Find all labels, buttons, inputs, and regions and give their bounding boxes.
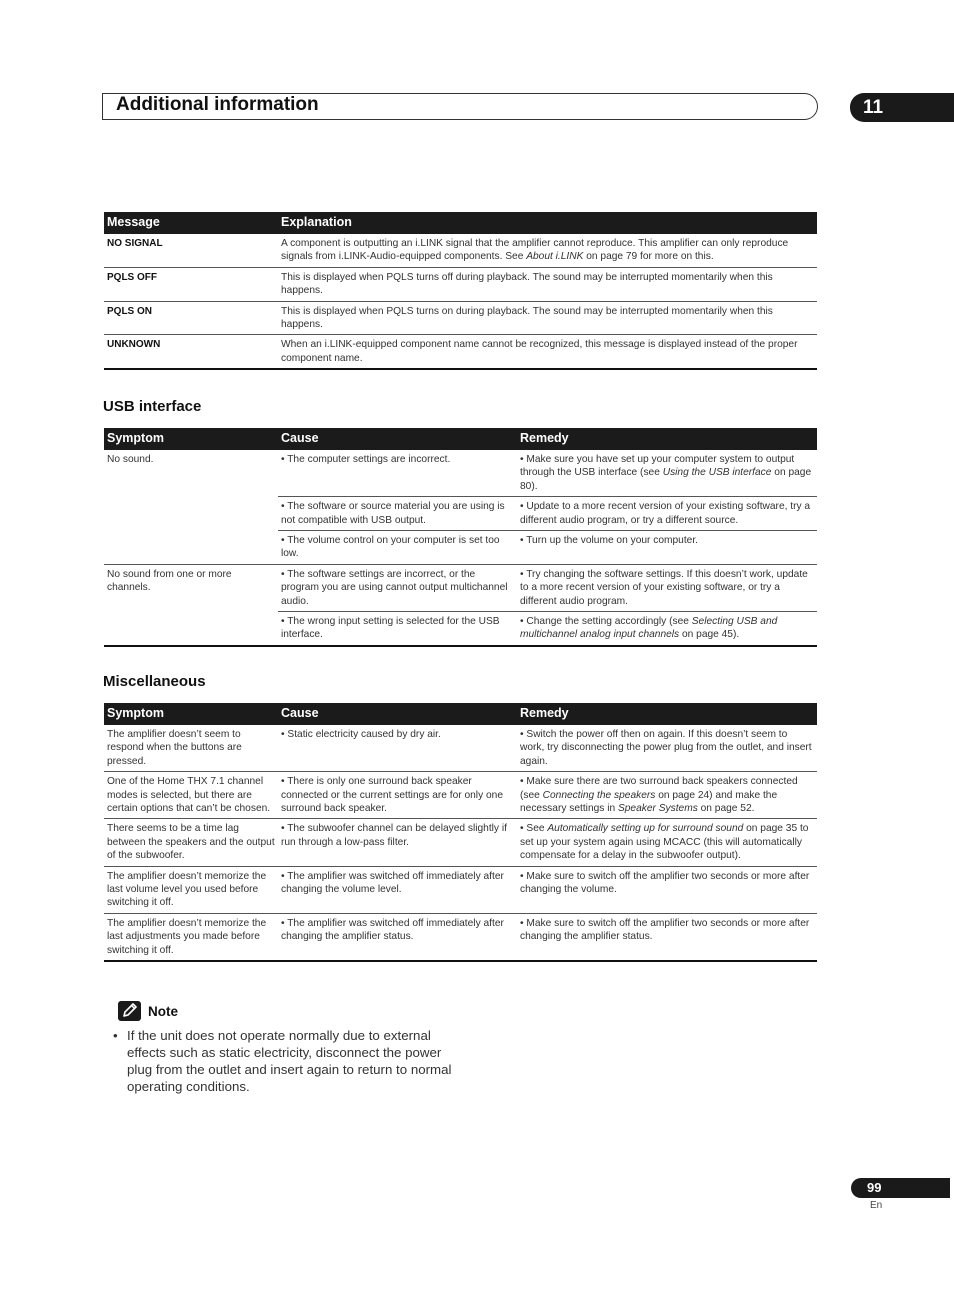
cross-reference: Selecting USB and multichannel analog input channels (520, 616, 778, 641)
table-row (104, 450, 817, 497)
col-header-cause: Cause (278, 428, 517, 450)
col-header-symptom: Symptom (104, 703, 278, 725)
text-run: A component is outputting an i.LINK signal that the amplifier cannot reproduce. This amplifier can only reproduce signals from i.LINK-Audio-equipped components. See (281, 238, 789, 263)
text-run: on page 80). (520, 467, 812, 492)
cause-cell: • The amplifier was switched off immediately after changing the amplifier status. (278, 913, 517, 961)
text-run: • Turn up the volume on your computer. (520, 535, 698, 547)
cause-cell: • There is only one surround back speaker connected or the current settings are for only one surround back speaker. (278, 772, 517, 819)
table-row (104, 301, 817, 335)
text-run: • Make sure you have set up your computer system to output through the USB interface (see (520, 454, 795, 479)
page-language: En (870, 1200, 883, 1211)
table-row (104, 564, 817, 611)
symptom-cell: One of the Home THX 7.1 channel modes is selected, but there are certain options that can’t be chosen. (104, 772, 278, 819)
remedy-cell (517, 913, 817, 961)
text-run: on page 45). (679, 629, 740, 641)
remedy-cell (517, 450, 817, 497)
usb-table-body (104, 450, 817, 646)
remedy-cell (517, 819, 817, 866)
messages-table-body (104, 234, 817, 369)
usb-section-heading: USB interface (103, 398, 202, 415)
note-label: Note (148, 1004, 178, 1019)
col-header-remedy: Remedy (517, 703, 817, 725)
text-run: • Make sure to switch off the amplifier two seconds or more after changing the volume. (520, 870, 810, 896)
message-cell: PQLS OFF (104, 267, 278, 301)
table-row (104, 819, 817, 866)
text-run: When an i.LINK-equipped component name cannot be recognized, this message is displayed instead of the proper component name. (281, 339, 798, 364)
cross-reference: Speaker Systems (617, 803, 698, 815)
table-row (104, 267, 817, 301)
symptom-cell: No sound from one or more channels. (104, 564, 278, 611)
cause-cell: • The software settings are incorrect, or the program you are using cannot output multichannel audio. (278, 564, 517, 611)
text-run: • Make sure to switch off the amplifier two seconds or more after changing the amplifier status. (520, 917, 810, 943)
remedy-cell (517, 497, 817, 531)
explanation-cell (278, 335, 817, 369)
symptom-cell (104, 612, 278, 646)
text-run: • Update to a more recent version of your existing software, try a different audio program, or try a different source. (520, 501, 811, 526)
message-cell: NO SIGNAL (107, 238, 163, 249)
text-run: on page 52. (697, 803, 755, 815)
page-number: 99 (851, 1178, 950, 1198)
remedy-cell (517, 564, 817, 611)
remedy-cell (517, 531, 817, 565)
col-header-message: Message (104, 212, 278, 234)
table-row (104, 725, 817, 772)
col-header-explanation: Explanation (278, 212, 817, 234)
cross-reference: Connecting the speakers (542, 789, 656, 801)
remedy-cell (517, 612, 817, 646)
text-run: • See (520, 823, 548, 835)
text-run: • Change the setting accordingly (see (520, 616, 692, 628)
misc-section-heading: Miscellaneous (103, 673, 206, 690)
text-run: • Make sure there are two surround back speakers connected (see (520, 776, 798, 801)
symptom-cell: The amplifier doesn’t memorize the last volume level you used before switching it off. (104, 866, 278, 913)
symptom-cell (104, 497, 278, 531)
message-cell: PQLS ON (104, 301, 278, 335)
cause-cell: • The wrong input setting is selected for the USB interface. (278, 612, 517, 646)
misc-table-body (104, 725, 817, 961)
text-run: on page 79 for more on this. (583, 251, 714, 263)
text-run: on page 24) and make the necessary settings in (520, 789, 778, 815)
cause-cell: • The volume control on your computer is set too low. (278, 531, 517, 565)
table-row (104, 335, 817, 369)
symptom-cell: The amplifier doesn’t memorize the last adjustments you made before switching it off. (104, 913, 278, 961)
remedy-cell (517, 725, 817, 772)
cause-cell: • The amplifier was switched off immediately after changing the volume level. (278, 866, 517, 913)
text-run: This is displayed when PQLS turns on during playback. The sound may be interrupted momentarily when this happens. (281, 305, 773, 331)
cross-reference: About i.LINK (526, 251, 584, 263)
symptom-cell: There seems to be a time lag between the speakers and the output of the subwoofer. (104, 819, 278, 866)
table-row (104, 531, 817, 565)
message-cell: UNKNOWN (104, 335, 278, 369)
messages-table (104, 212, 817, 370)
cause-cell: • Static electricity caused by dry air. (281, 729, 441, 740)
table-row (104, 234, 817, 267)
col-header-remedy: Remedy (517, 428, 817, 450)
text-run: • Switch the power off then on again. If this doesn’t seem to work, try disconnecting the power plug from the outlet, and insert again. (520, 729, 812, 767)
table-row (104, 772, 817, 819)
cross-reference: Automatically setting up for surround sound (547, 823, 744, 835)
table-row (104, 497, 817, 531)
cause-cell: • The software or source material you are using is not compatible with USB output. (278, 497, 517, 531)
note-text: If the unit does not operate normally due to external effects such as static electricity, disconnect the power plug from the outlet and insert again to return to normal operating conditions. (127, 1028, 452, 1094)
usb-table (104, 428, 817, 647)
explanation-cell (278, 301, 817, 335)
page-title: Additional information (116, 94, 319, 115)
pencil-icon (118, 1001, 141, 1021)
remedy-cell (517, 866, 817, 913)
symptom-cell: No sound. (107, 454, 154, 465)
table-row (104, 913, 817, 961)
table-row (104, 866, 817, 913)
note-bullet: • (113, 1028, 118, 1043)
symptom-cell (104, 531, 278, 565)
explanation-cell (278, 234, 817, 267)
col-header-cause: Cause (278, 703, 517, 725)
symptom-cell: The amplifier doesn’t seem to respond when the buttons are pressed. (107, 729, 242, 767)
col-header-symptom: Symptom (104, 428, 278, 450)
remedy-cell (517, 772, 817, 819)
misc-table (104, 703, 817, 962)
cross-reference: Using the USB interface (662, 467, 772, 479)
cause-cell: • The computer settings are incorrect. (281, 454, 451, 465)
explanation-cell (278, 267, 817, 301)
chapter-tab: 11 (850, 93, 954, 122)
text-run: • Try changing the software settings. If this doesn’t work, update to a more recent version of your existing software, or try a different audio program. (520, 568, 808, 607)
cause-cell: • The subwoofer channel can be delayed slightly if run through a low-pass filter. (278, 819, 517, 866)
text-run: on page 35 to set up your system again using MCACC (this will automatically compensate for a delay in the subwoofer output). (520, 823, 809, 862)
text-run: This is displayed when PQLS turns off during playback. The sound may be interrupted momentarily when this happens. (281, 271, 773, 297)
table-row (104, 612, 817, 646)
